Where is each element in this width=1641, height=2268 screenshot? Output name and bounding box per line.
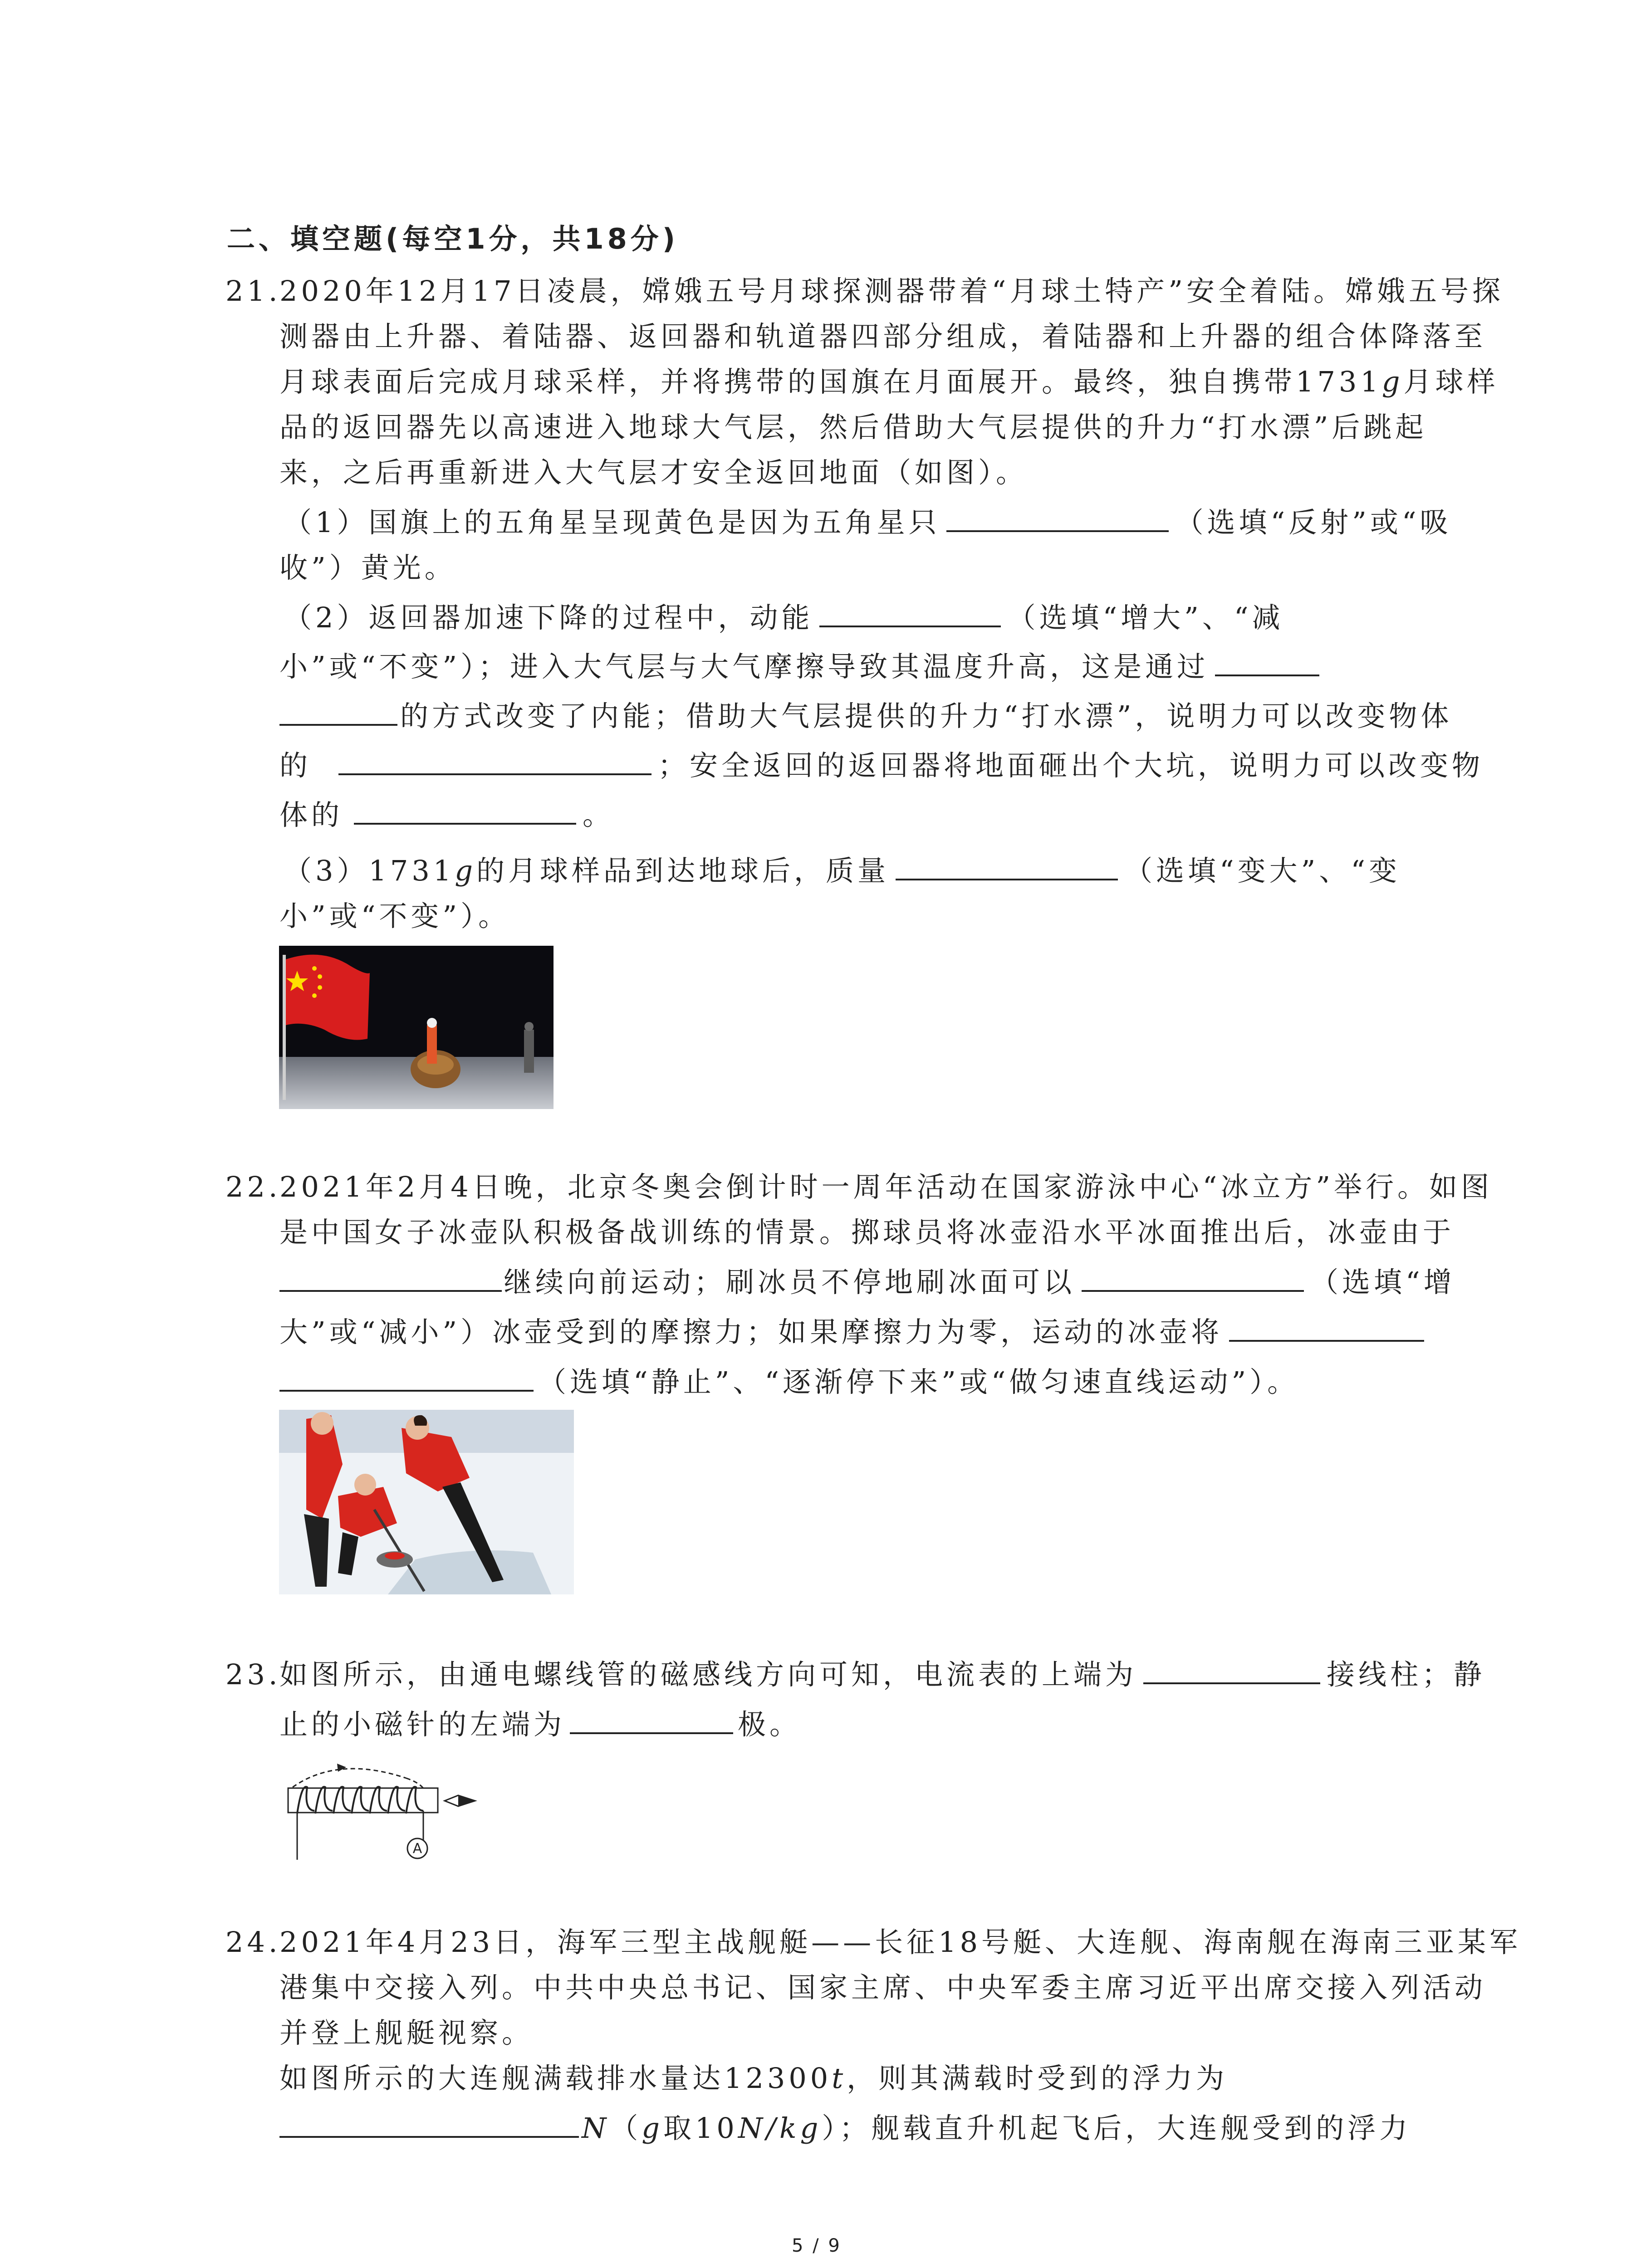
q23-line-2: 止的小磁针的左端为 极。 [279,1701,801,1748]
q21-part2-line-1: （2）返回器加速下降的过程中，动能 （选填“增大”、“减 [284,594,1284,641]
q21-part3-line-2: 小”或“不变”）。 [279,899,510,933]
q24-line-4: 如图所示的大连舰满载排水量达12300t，则其满载时受到的浮力为 [279,2062,1228,2095]
q21-part2-line-2: 小”或“不变”）；进入大气层与大气摩擦导致其温度升高，这是通过 [279,643,1319,690]
answer-blank[interactable] [279,696,397,726]
q23-line-1: 如图所示，由通电螺线管的磁感线方向可知，电流表的上端为 接线柱；静 [279,1651,1485,1698]
answer-blank[interactable] [946,502,1169,532]
lunar-return-photo [279,946,554,1109]
answer-blank[interactable] [279,2108,579,2138]
solenoid-diagram [279,1760,497,1864]
curling-photo [279,1410,574,1594]
answer-blank[interactable] [354,795,576,825]
q21-line-4: 品的返回器先以高速进入地球大气层，然后借助大气层提供的升力“打水漂”后跳起 [279,411,1427,444]
q21-part2-line-4: 的 ；安全返回的返回器将地面砸出个大坑，说明力可以改变物 [279,742,1484,789]
q21-line-3: 月球表面后完成月球采样，并将携带的国旗在月面展开。最终，独自携带1731g月球样 [279,365,1499,398]
q21-part1-line-2: 收”）黄光。 [279,551,456,584]
q21-part2-line-5: 体的 。 [279,792,614,839]
q22-number: 22. [225,1170,281,1203]
answer-blank[interactable] [279,1262,502,1292]
q22-line-2: 是中国女子冰壶队积极备战训练的情景。掷球员将冰壶沿水平冰面推出后，冰壶由于 [279,1216,1455,1249]
answer-blank[interactable] [279,1362,534,1392]
q21-line-5: 来，之后再重新进入大气层才安全返回地面（如图）。 [279,456,1028,489]
ammeter-label: A [412,1841,422,1857]
q24-line-2: 港集中交接入列。中共中央总书记、国家主席、中央军委主席习近平出席交接入列活动 [279,1971,1487,2004]
q21-line-2: 测器由上升器、着陆器、返回器和轨道器四部分组成，着陆器和上升器的组合体降落至 [279,320,1487,353]
answer-blank[interactable] [896,850,1118,880]
answer-blank[interactable] [1215,646,1319,676]
answer-blank[interactable] [819,597,1001,627]
answer-blank[interactable] [1229,1312,1424,1342]
answer-blank[interactable] [338,745,652,775]
answer-blank[interactable] [570,1704,733,1734]
q24-line-1: 2021年4月23日，海军三型主战舰艇——长征18号艇、大连舰、海南舰在海南三亚某军 [279,1926,1522,1959]
q24-line-5: N（g取10N/kg）；舰载直升机起飞后，大连舰受到的浮力 [279,2105,1411,2152]
page-number: 5 / 9 [792,2235,842,2256]
q22-line-4: 大”或“减小”）冰壶受到的摩擦力；如果摩擦力为零，运动的冰壶将 [279,1309,1424,1356]
q21-part2-line-3: 的方式改变了内能；借助大气层提供的升力“打水漂”，说明力可以改变物体 [279,693,1452,740]
q21-line-1: 2020年12月17日凌晨，嫦娥五号月球探测器带着“月球土特产”安全着陆。嫦娥五号探 [279,274,1504,308]
answer-blank[interactable] [1082,1262,1304,1292]
q24-line-3: 并登上舰艇视察。 [279,2016,534,2049]
q24-number: 24. [225,1926,281,1959]
q21-number: 21. [225,274,281,308]
q21-part3-line-1: （3）1731g的月球样品到达地球后，质量 （选填“变大”、“变 [284,847,1401,894]
q22-line-1: 2021年2月4日晚，北京冬奥会倒计时一周年活动在国家游泳中心“冰立方”举行。如图 [279,1170,1493,1203]
q22-line-5: （选填“静止”、“逐渐停下来”或“做匀速直线运动”）。 [279,1359,1299,1406]
q22-line-3: 继续向前运动；刷冰员不停地刷冰面可以 （选填“增 [279,1259,1455,1306]
q23-number: 23. [225,1658,281,1691]
section-heading: 二、填空题(每空1分，共18分) [227,222,679,255]
q21-part1-line-1: （1）国旗上的五角星呈现黄色是因为五角星只 （选填“反射”或“吸 [284,499,1452,546]
answer-blank[interactable] [1143,1654,1320,1684]
